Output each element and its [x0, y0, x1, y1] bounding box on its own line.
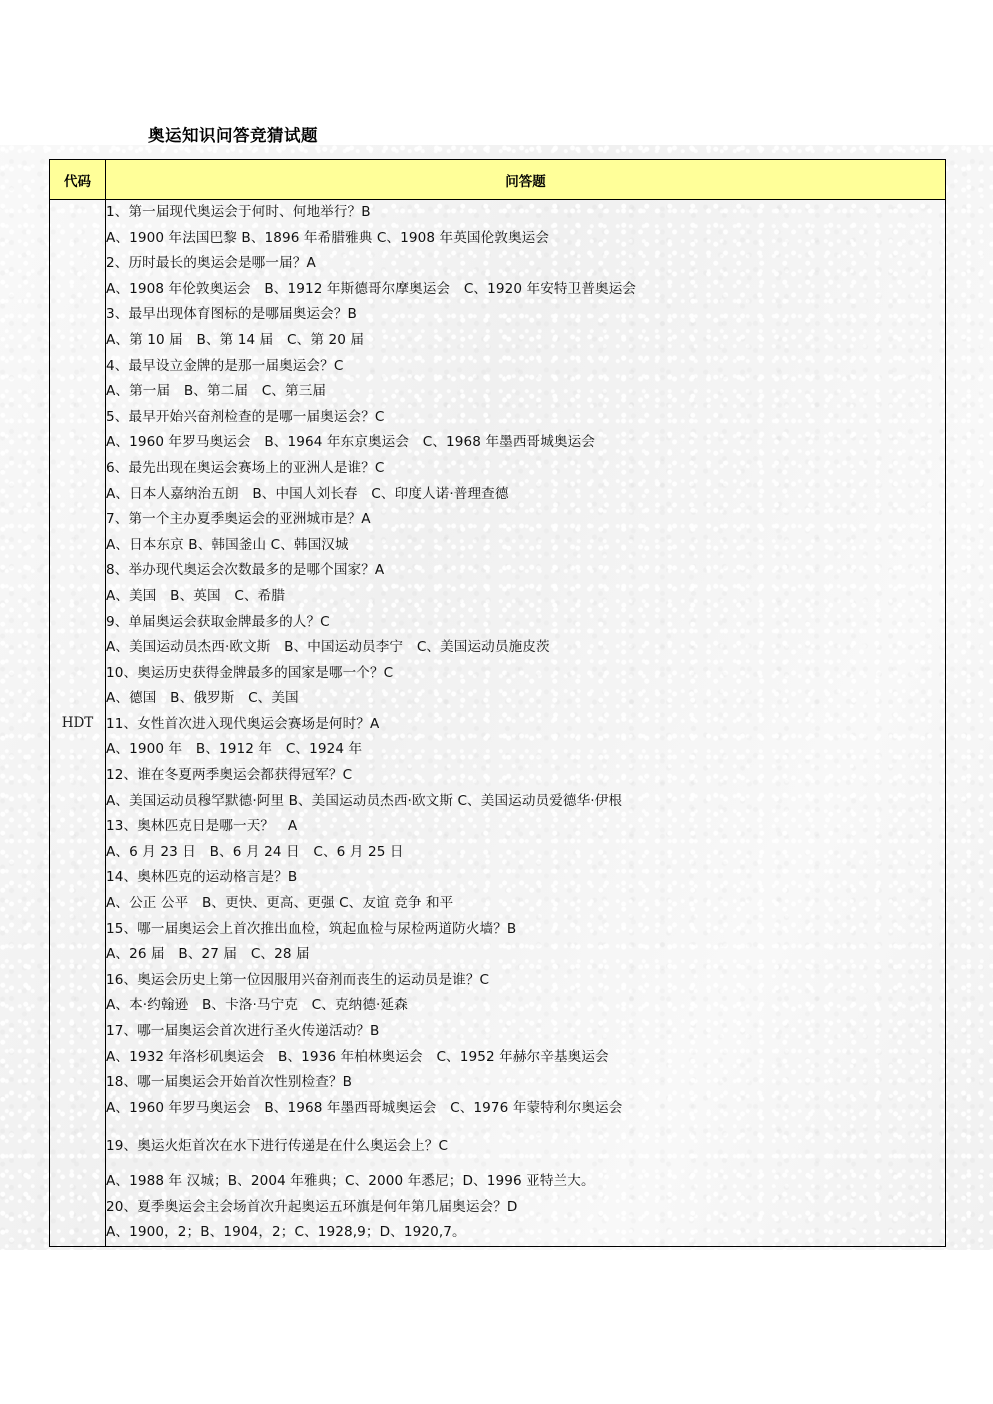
question-line: 15、哪一届奥运会上首次推出血检，筑起血检与尿检两道防火墙？B [106, 920, 517, 937]
question-line: A、1900 年 B、1912 年 C、1924 年 [106, 741, 363, 758]
question-line: 19、奥运火炬首次在水下进行传递是在什么奥运会上？C [106, 1138, 449, 1155]
question-line: A、美国 B、英国 C、希腊 [106, 587, 286, 604]
question-line: A、1960 年罗马奥运会 B、1964 年东京奥运会 C、1968 年墨西哥城奥运会 [106, 434, 596, 451]
question-line: 8、举办现代奥运会次数最多的是哪个国家？A [106, 562, 385, 579]
question-line: A、1932 年洛杉矶奥运会 B、1936 年柏林奥运会 C、1952 年赫尔辛基奥运会 [106, 1048, 609, 1065]
question-line: A、第 10 届 B、第 14 届 C、第 20 届 [106, 331, 365, 348]
table-body [50, 200, 946, 1247]
quiz-table [49, 159, 946, 1247]
question-line: A、26 届 B、27 届 C、28 届 [106, 946, 310, 963]
question-line: A、美国运动员杰西·欧文斯 B、中国运动员李宁 C、美国运动员施皮茨 [106, 639, 550, 656]
question-line: A、日本东京 B、韩国釜山 C、韩国汉城 [106, 536, 349, 553]
table-header [50, 160, 946, 200]
column-header-code: 代码 [50, 160, 106, 200]
question-line: 14、奥林匹克的运动格言是？B [106, 869, 298, 886]
question-line: 7、第一个主办夏季奥运会的亚洲城市是？A [106, 511, 371, 528]
question-line: A、1900，2；B、1904，2；C、1928,9；D、1920,7。 [106, 1224, 466, 1241]
question-line: A、1900 年法国巴黎 B、1896 年希腊雅典 C、1908 年英国伦敦奥运会 [106, 229, 550, 246]
question-line: 16、奥运会历史上第一位因服用兴奋剂而丧生的运动员是谁？C [106, 971, 490, 988]
question-line: 18、哪一届奥运会开始首次性别检查？B [106, 1074, 353, 1091]
question-line: 6、最先出现在奥运会赛场上的亚洲人是谁？C [106, 459, 385, 476]
page-title: 奥运知识问答竞猜试题 [148, 126, 318, 145]
question-line: 3、最早出现体育图标的是哪届奥运会？B [106, 306, 357, 323]
question-line: 11、女性首次进入现代奥运会赛场是何时？A [106, 715, 380, 732]
question-line: 5、最早开始兴奋剂检查的是哪一届奥运会？C [106, 408, 385, 425]
question-line: A、公正 公平 B、更快、更高、更强 C、友谊 竞争 和平 [106, 895, 454, 912]
question-line: A、1908 年伦敦奥运会 B、1912 年斯德哥尔摩奥运会 C、1920 年安特卫普奥运会 [106, 280, 637, 297]
table-row [50, 200, 946, 1247]
question-line: A、日本人嘉纳治五朗 B、中国人刘长春 C、印度人诺·普理查德 [106, 485, 509, 502]
table-header-row [50, 160, 946, 200]
question-line: A、1960 年罗马奥运会 B、1968 年墨西哥城奥运会 C、1976 年蒙特利尔奥运会 [106, 1099, 623, 1116]
question-line: A、德国 B、俄罗斯 C、美国 [106, 690, 299, 707]
question-line: 4、最早设立金牌的是那一届奥运会？C [106, 357, 344, 374]
question-line: 20、夏季奥运会主会场首次升起奥运五环旗是何年第几届奥运会？D [106, 1198, 518, 1215]
question-line: 2、历时最长的奥运会是哪一届？A [106, 255, 316, 272]
question-line: 17、哪一届奥运会首次进行圣火传递活动？B [106, 1023, 380, 1039]
question-list [106, 200, 945, 1246]
question-line: A、6 月 23 日 B、6 月 24 日 C、6 月 25 日 [106, 843, 404, 860]
code-cell-value: HDT [50, 200, 106, 1247]
questions-cell [106, 200, 946, 1247]
question-line: 12、谁在冬夏两季奥运会都获得冠军？C [106, 767, 353, 784]
column-header-questions: 问答题 [106, 160, 946, 200]
question-line: A、1988 年 汉城；B、2004 年雅典；C、2000 年悉尼；D、1996 亚特兰大。 [106, 1172, 595, 1189]
question-line: 13、奥林匹克日是哪一天？ A [106, 818, 298, 835]
question-line: 10、奥运历史获得金牌最多的国家是哪一个？C [106, 664, 394, 681]
question-line: 9、单届奥运会获取金牌最多的人？C [106, 613, 330, 630]
question-line: A、本·约翰逊 B、卡洛·马宁克 C、克纳德·延森 [106, 997, 408, 1014]
question-line: 1、第一届现代奥运会于何时、何地举行？B [106, 204, 371, 220]
question-line: A、第一届 B、第二届 C、第三届 [106, 383, 327, 400]
question-line: A、美国运动员穆罕默德·阿里 B、美国运动员杰西·欧文斯 C、美国运动员爱德华·伊根 [106, 792, 623, 809]
